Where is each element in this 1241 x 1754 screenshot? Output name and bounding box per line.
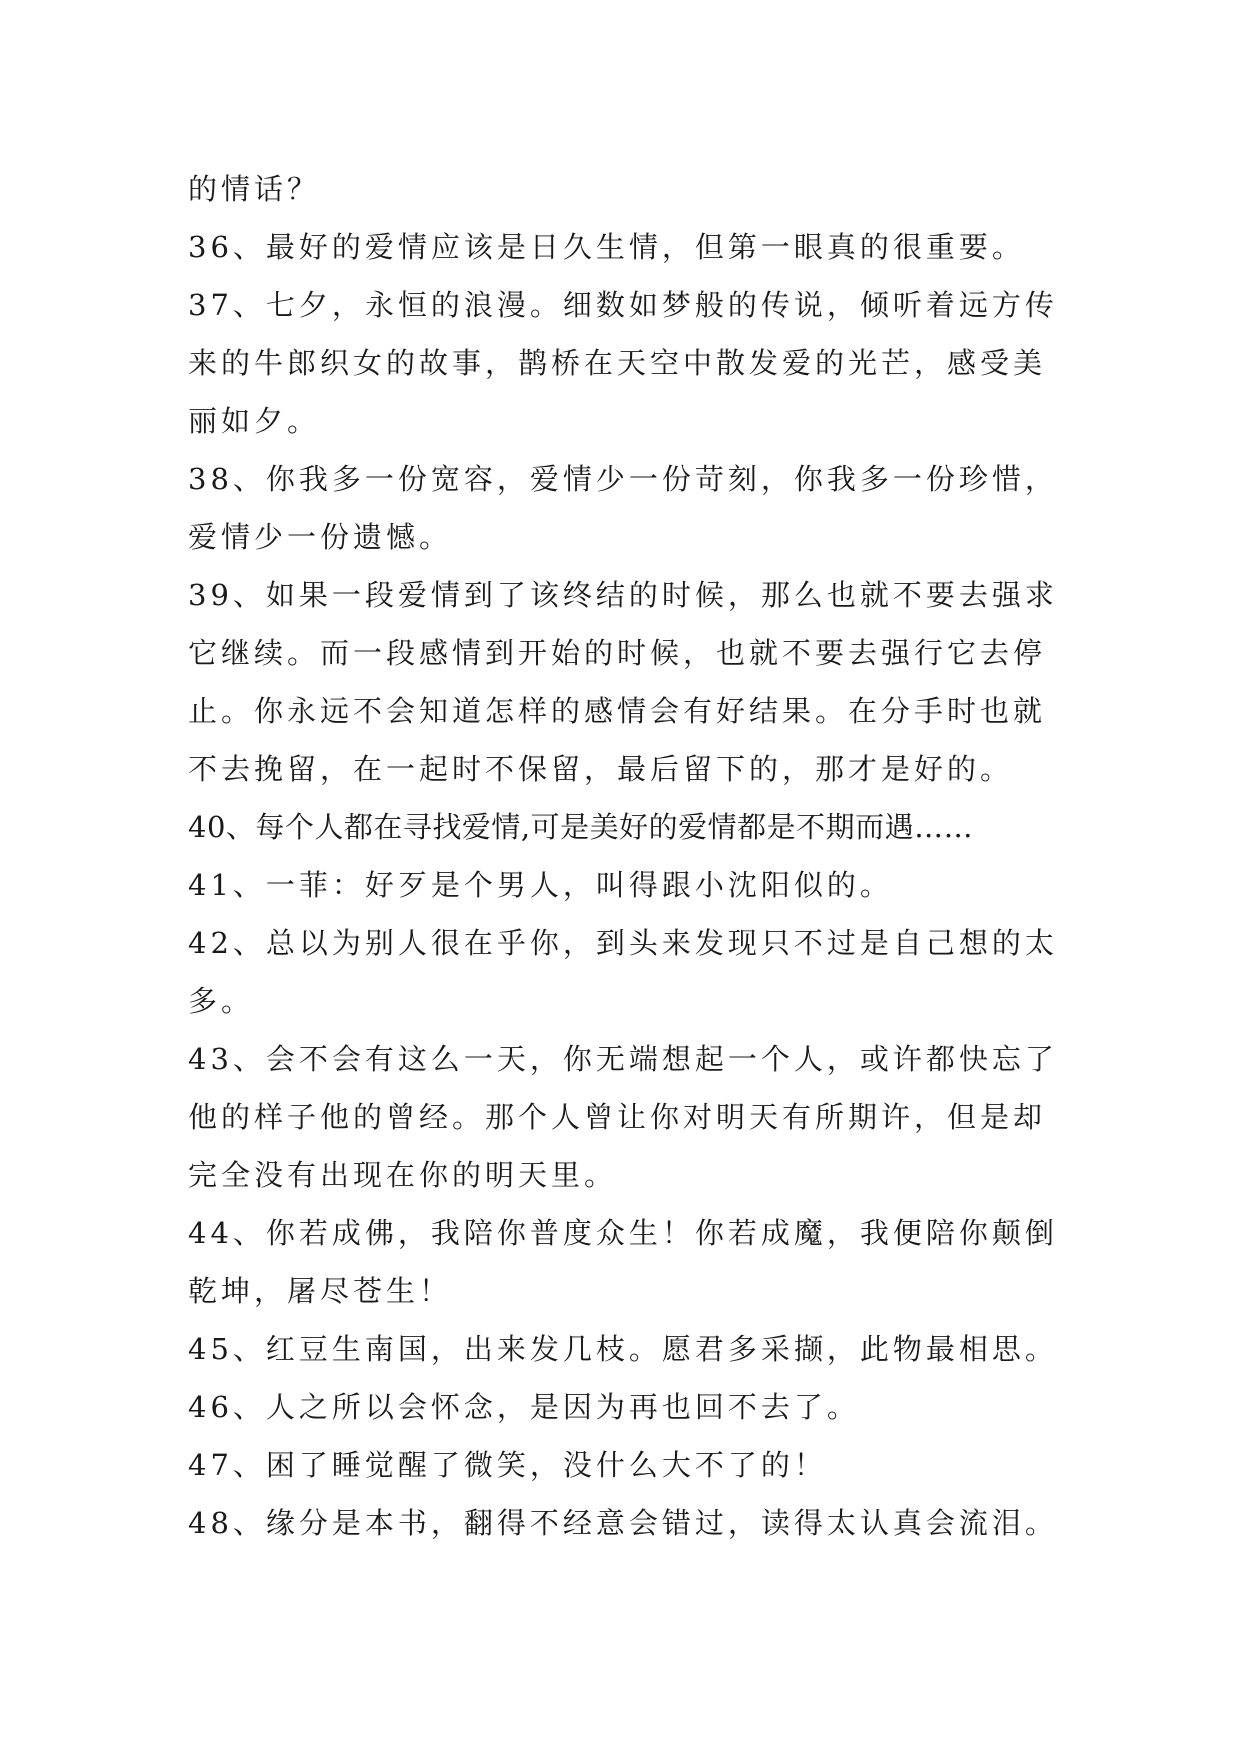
text-line: 37、七夕，永恒的浪漫。细数如梦般的传说，倾听着远方传	[188, 288, 1058, 322]
text-line: 止。你永远不会知道怎样的感情会有好结果。在分手时也就	[188, 694, 1047, 728]
text-line: 45、红豆生南国，出来发几枝。愿君多采撷，此物最相思。	[188, 1332, 1058, 1366]
text-line: 完全没有出现在你的明天里。	[188, 1158, 618, 1192]
text-line: 46、人之所以会怀念，是因为再也回不去了。	[188, 1390, 860, 1424]
text-line: 它继续。而一段感情到开始的时候，也就不要去强行它去停	[188, 636, 1047, 670]
text-line: 39、如果一段爱情到了该终结的时候，那么也就不要去强求	[188, 578, 1058, 612]
text-line: 41、一菲：好歹是个男人，叫得跟小沈阳似的。	[188, 868, 893, 902]
text-line: 多。	[188, 984, 255, 1018]
text-line: 40、每个人都在寻找爱情,可是美好的爱情都是不期而遇……	[188, 810, 974, 844]
text-line: 47、困了睡觉醒了微笑，没什么大不了的！	[188, 1448, 827, 1482]
text-line: 乾坤，屠尽苍生！	[188, 1274, 453, 1308]
text-line: 爱情少一份遗憾。	[188, 520, 453, 554]
text-line: 36、最好的爱情应该是日久生情，但第一眼真的很重要。	[188, 230, 1025, 264]
text-line: 来的牛郎织女的故事，鹊桥在天空中散发爱的光芒，感受美	[188, 346, 1047, 380]
text-line: 44、你若成佛，我陪你普度众生！你若成魔，我便陪你颠倒	[188, 1216, 1058, 1250]
text-line: 的情话？	[188, 172, 321, 206]
text-line: 38、你我多一份宽容，爱情少一份苛刻，你我多一份珍惜，	[188, 462, 1058, 496]
text-line: 丽如夕。	[188, 404, 321, 438]
text-line: 48、缘分是本书，翻得不经意会错过，读得太认真会流泪。	[188, 1506, 1058, 1540]
text-line: 43、会不会有这么一天，你无端想起一个人，或许都快忘了	[188, 1042, 1058, 1076]
text-line: 42、总以为别人很在乎你，到头来发现只不过是自己想的太	[188, 926, 1058, 960]
text-block	[188, 160, 1068, 1552]
text-line: 不去挽留，在一起时不保留，最后留下的，那才是好的。	[188, 752, 1014, 786]
text-line: 他的样子他的曾经。那个人曾让你对明天有所期许，但是却	[188, 1100, 1047, 1134]
